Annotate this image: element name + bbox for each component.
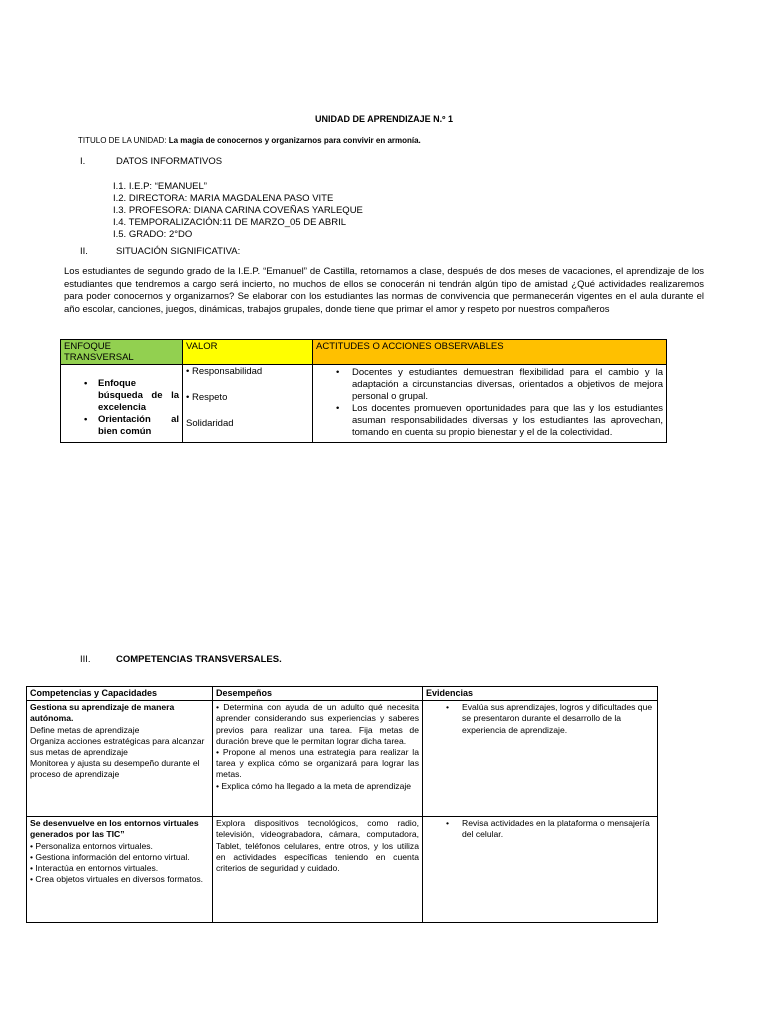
- unit-title-label: TITULO DE LA UNIDAD:: [78, 136, 167, 145]
- desempeno-cell: [213, 817, 423, 923]
- document-title: UNIDAD DE APRENDIZAJE N.º 1: [315, 114, 453, 124]
- capacidad-item: Monitorea y ajusta su desempeño durante el proceso de aprendizaje: [30, 758, 200, 780]
- section-3-label: COMPETENCIAS TRANSVERSALES.: [116, 654, 282, 665]
- section-1-label: DATOS INFORMATIVOS: [116, 156, 223, 167]
- section-1-number: I.: [80, 156, 86, 167]
- evidencias-header: Evidencias: [423, 687, 658, 701]
- capacidad-item: • Personaliza entornos virtuales.: [30, 840, 153, 851]
- info-item-directora: I.2. DIRECTORA: MARIA MAGDALENA PASO VITE: [113, 193, 334, 204]
- evidencia-cell: [423, 701, 658, 817]
- capacidad-item: Define metas de aprendizaje: [30, 724, 140, 735]
- unit-title-value: La magia de conocernos y organizarnos para convivir en armonía.: [168, 136, 421, 145]
- desempeno-item: • Propone al menos una estrategia para realizar la tarea y explica cómo se organizará para lograr las metas.: [216, 747, 419, 780]
- actitudes-header: ACTITUDES O ACCIONES OBSERVABLES: [313, 340, 667, 365]
- desempenos-header: Desempeños: [213, 687, 423, 701]
- section-2-label: SITUACIÓN SIGNIFICATIVA:: [116, 246, 241, 257]
- competencias-table: [26, 686, 658, 923]
- valor-cell: [183, 365, 313, 443]
- desempeno-item: • Explica cómo ha llegado a la meta de aprendizaje: [216, 780, 412, 791]
- desempeno-cell: [213, 701, 423, 817]
- info-item-temporalizacion: I.4. TEMPORALIZACIÓN:11 DE MARZO_05 DE ABRIL: [113, 217, 346, 228]
- capacidad-item: • Gestiona información del entorno virtual.: [30, 851, 190, 862]
- evidencia-item: • Revisa actividades en la plataforma o mensajería del celular.: [426, 818, 654, 840]
- unit-title: [78, 136, 421, 145]
- enfoque-table: [60, 339, 667, 443]
- info-item-profesora: I.3. PROFESORA: DIANA CARINA COVEÑAS YARLEQUE: [113, 205, 363, 216]
- evidencia-item: • Evalúa sus aprendizajes, logros y dificultades que se presentaron durante el desarrollo de la experiencia de aprendizaje.: [426, 702, 654, 736]
- actitud-item: • Docentes y estudiantes demuestran flexibilidad para el cambio y la adaptación a circunstancias diversas, orientados a objetivos de mejora personal o grupal.: [316, 367, 663, 403]
- competencia-title: Se desenvuelve en los entornos virtuales generados por las TIC”: [30, 818, 199, 840]
- competencia-cell: [27, 701, 213, 817]
- evidencia-cell: [423, 817, 658, 923]
- competencias-header: Competencias y Capacidades: [27, 687, 213, 701]
- competencia-title: Gestiona su aprendizaje de manera autónoma.: [30, 702, 175, 724]
- desempeno-item: • Determina con ayuda de un adulto qué necesita aprender considerando sus experiencias y saberes previos para realizar una tarea. Fija metas de duración breve que le permitan lograr dicha tarea.: [216, 702, 419, 746]
- valor-item: Solidaridad: [186, 418, 234, 429]
- valor-item: • Respeto: [186, 392, 228, 403]
- capacidad-item: Organiza acciones estratégicas para alcanzar sus metas de aprendizaje: [30, 735, 205, 758]
- enfoque-item: • Enfoque búsqueda de la excelencia: [64, 378, 179, 414]
- section-1-heading: [80, 156, 222, 167]
- capacidad-item: • Crea objetos virtuales en diversos formatos.: [30, 874, 204, 885]
- info-list: [113, 181, 363, 241]
- desempeno-item: Explora dispositivos tecnológicos, como radio, televisión, videograbadora, cámara, computadora, Tablet, teléfonos celulares, entre otros, y los utiliza en actividades específicas teniendo en cuenta criterios de seguridad y cuidado.: [216, 818, 419, 874]
- section-3-number: III.: [80, 654, 91, 665]
- situacion-paragraph: Los estudiantes de segundo grado de la I.E.P. “Emanuel” de Castilla, retornamos a clase, después de dos meses de vacaciones, el aprendizaje de los estudiantes que tendremos a cargo será incierto, no muchos de ellos se conocerán ni tendrán algún tipo de amistad ¿Qué actividades realizaremos para poder conocernos y organizarnos? Se elaborar con los estudiantes las normas de convivencia que permanecerán vigentes en el aula durante el año escolar, canciones, juegos, dinámicas, trabajos grupales, donde tiene que primar el amor y respeto por nuestros compañeros: [64, 266, 704, 315]
- enfoque-header: ENFOQUE TRANSVERSAL: [61, 340, 183, 365]
- competencia-cell: [27, 817, 213, 923]
- enfoque-cell: [61, 365, 183, 443]
- capacidad-item: • Interactúa en entornos virtuales.: [30, 863, 159, 874]
- section-3-heading: [80, 654, 282, 665]
- valor-header: VALOR: [183, 340, 313, 365]
- valor-item: • Responsabilidad: [186, 366, 263, 377]
- actitud-item: • Los docentes promueven oportunidades para que las y los estudiantes asuman responsabilidades diversas y los estudiantes las aprovechan, tomando en cuenta su propio bienestar y el de la colectividad.: [316, 403, 663, 439]
- enfoque-item: • Orientación al bien común: [64, 414, 179, 438]
- section-2-heading: [80, 246, 240, 257]
- actitudes-cell: [313, 365, 667, 443]
- info-item-grado: I.5. GRADO: 2°DO: [113, 229, 193, 240]
- info-item-iep: I.1. I.E.P: “EMANUEL”: [113, 181, 207, 192]
- section-2-number: II.: [80, 246, 88, 257]
